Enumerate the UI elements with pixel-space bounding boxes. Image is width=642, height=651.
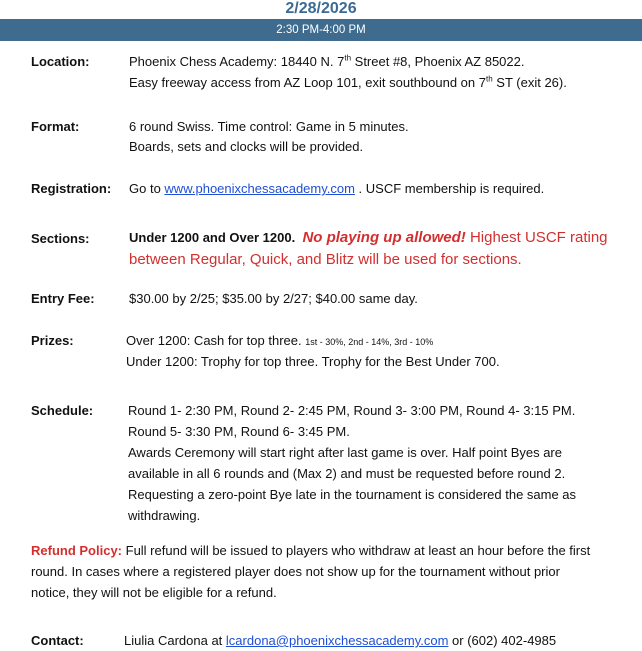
registration-label: Registration:: [31, 181, 112, 196]
location-line-1: Phoenix Chess Academy: 18440 N. 7th Street #8, Phoenix AZ 85022.: [129, 53, 525, 69]
format-line-1: 6 round Swiss. Time control: Game in 5 minutes.: [129, 119, 409, 134]
sections-line-1: Under 1200 and Over 1200. No playing up allowed! Highest USCF rating: [129, 229, 608, 246]
prizes-line-2: Under 1200: Trophy for top three. Trophy for the Best Under 700.: [126, 354, 500, 369]
format-label: Format:: [31, 119, 80, 134]
sections-label: Sections:: [31, 231, 90, 246]
no-playing-up-warning: No playing up allowed!: [302, 229, 466, 246]
schedule-line: Awards Ceremony will start right after last game is over. Half point Byes are: [128, 445, 562, 460]
sections-line-2: between Regular, Quick, and Blitz will be used for sections.: [129, 251, 522, 268]
refund-policy-label: Refund Policy:: [31, 543, 123, 558]
prizes-line-1: Over 1200: Cash for top three. 1st - 30%, 2nd - 14%, 3rd - 10%: [126, 333, 434, 348]
event-time-bar: [0, 19, 642, 41]
entry-fee-label: Entry Fee:: [31, 291, 95, 306]
contact-label: Contact:: [31, 633, 84, 648]
event-time: 2:30 PM-4:00 PM: [276, 24, 366, 36]
prizes-label: Prizes:: [31, 333, 74, 348]
website-link[interactable]: www.phoenixchessacademy.com: [164, 181, 355, 196]
contact-text: Liulia Cardona at lcardona@phoenixchessacademy.com or (602) 402-4985: [124, 633, 557, 648]
location-line-2: Easy freeway access from AZ Loop 101, exit southbound on 7th ST (exit 26).: [129, 74, 567, 90]
schedule-label: Schedule:: [31, 403, 94, 418]
email-link[interactable]: lcardona@phoenixchessacademy.com: [225, 633, 449, 648]
refund-policy: Refund Policy: Full refund will be issued to players who withdraw at least an hour before the first round. In cases where a registered player does not show up for the tournament without prior notice, they will not be eligible for a refund.: [31, 543, 591, 600]
location-label: Location:: [31, 54, 90, 69]
schedule-line: Round 5- 3:30 PM, Round 6- 3:45 PM.: [128, 424, 350, 439]
prize-percentages: 1st - 30%, 2nd - 14%, 3rd - 10%: [305, 337, 434, 347]
registration-text: Go to www.phoenixchessacademy.com . USCF membership is required.: [129, 181, 545, 196]
entry-fee-text: $30.00 by 2/25; $35.00 by 2/27; $40.00 same day.: [129, 291, 418, 306]
event-date: 2/28/2026: [285, 0, 357, 17]
schedule-line: available in all 6 rounds and (Max 2) and must be requested before round 2.: [128, 466, 566, 481]
schedule-line: Round 1- 2:30 PM, Round 2- 2:45 PM, Round 3- 3:00 PM, Round 4- 3:15 PM.: [128, 403, 576, 418]
schedule-line: withdrawing.: [128, 508, 201, 523]
format-line-2: Boards, sets and clocks will be provided.: [129, 139, 364, 154]
schedule-line: Requesting a zero-point Bye late in the tournament is considered the same as: [128, 487, 577, 502]
